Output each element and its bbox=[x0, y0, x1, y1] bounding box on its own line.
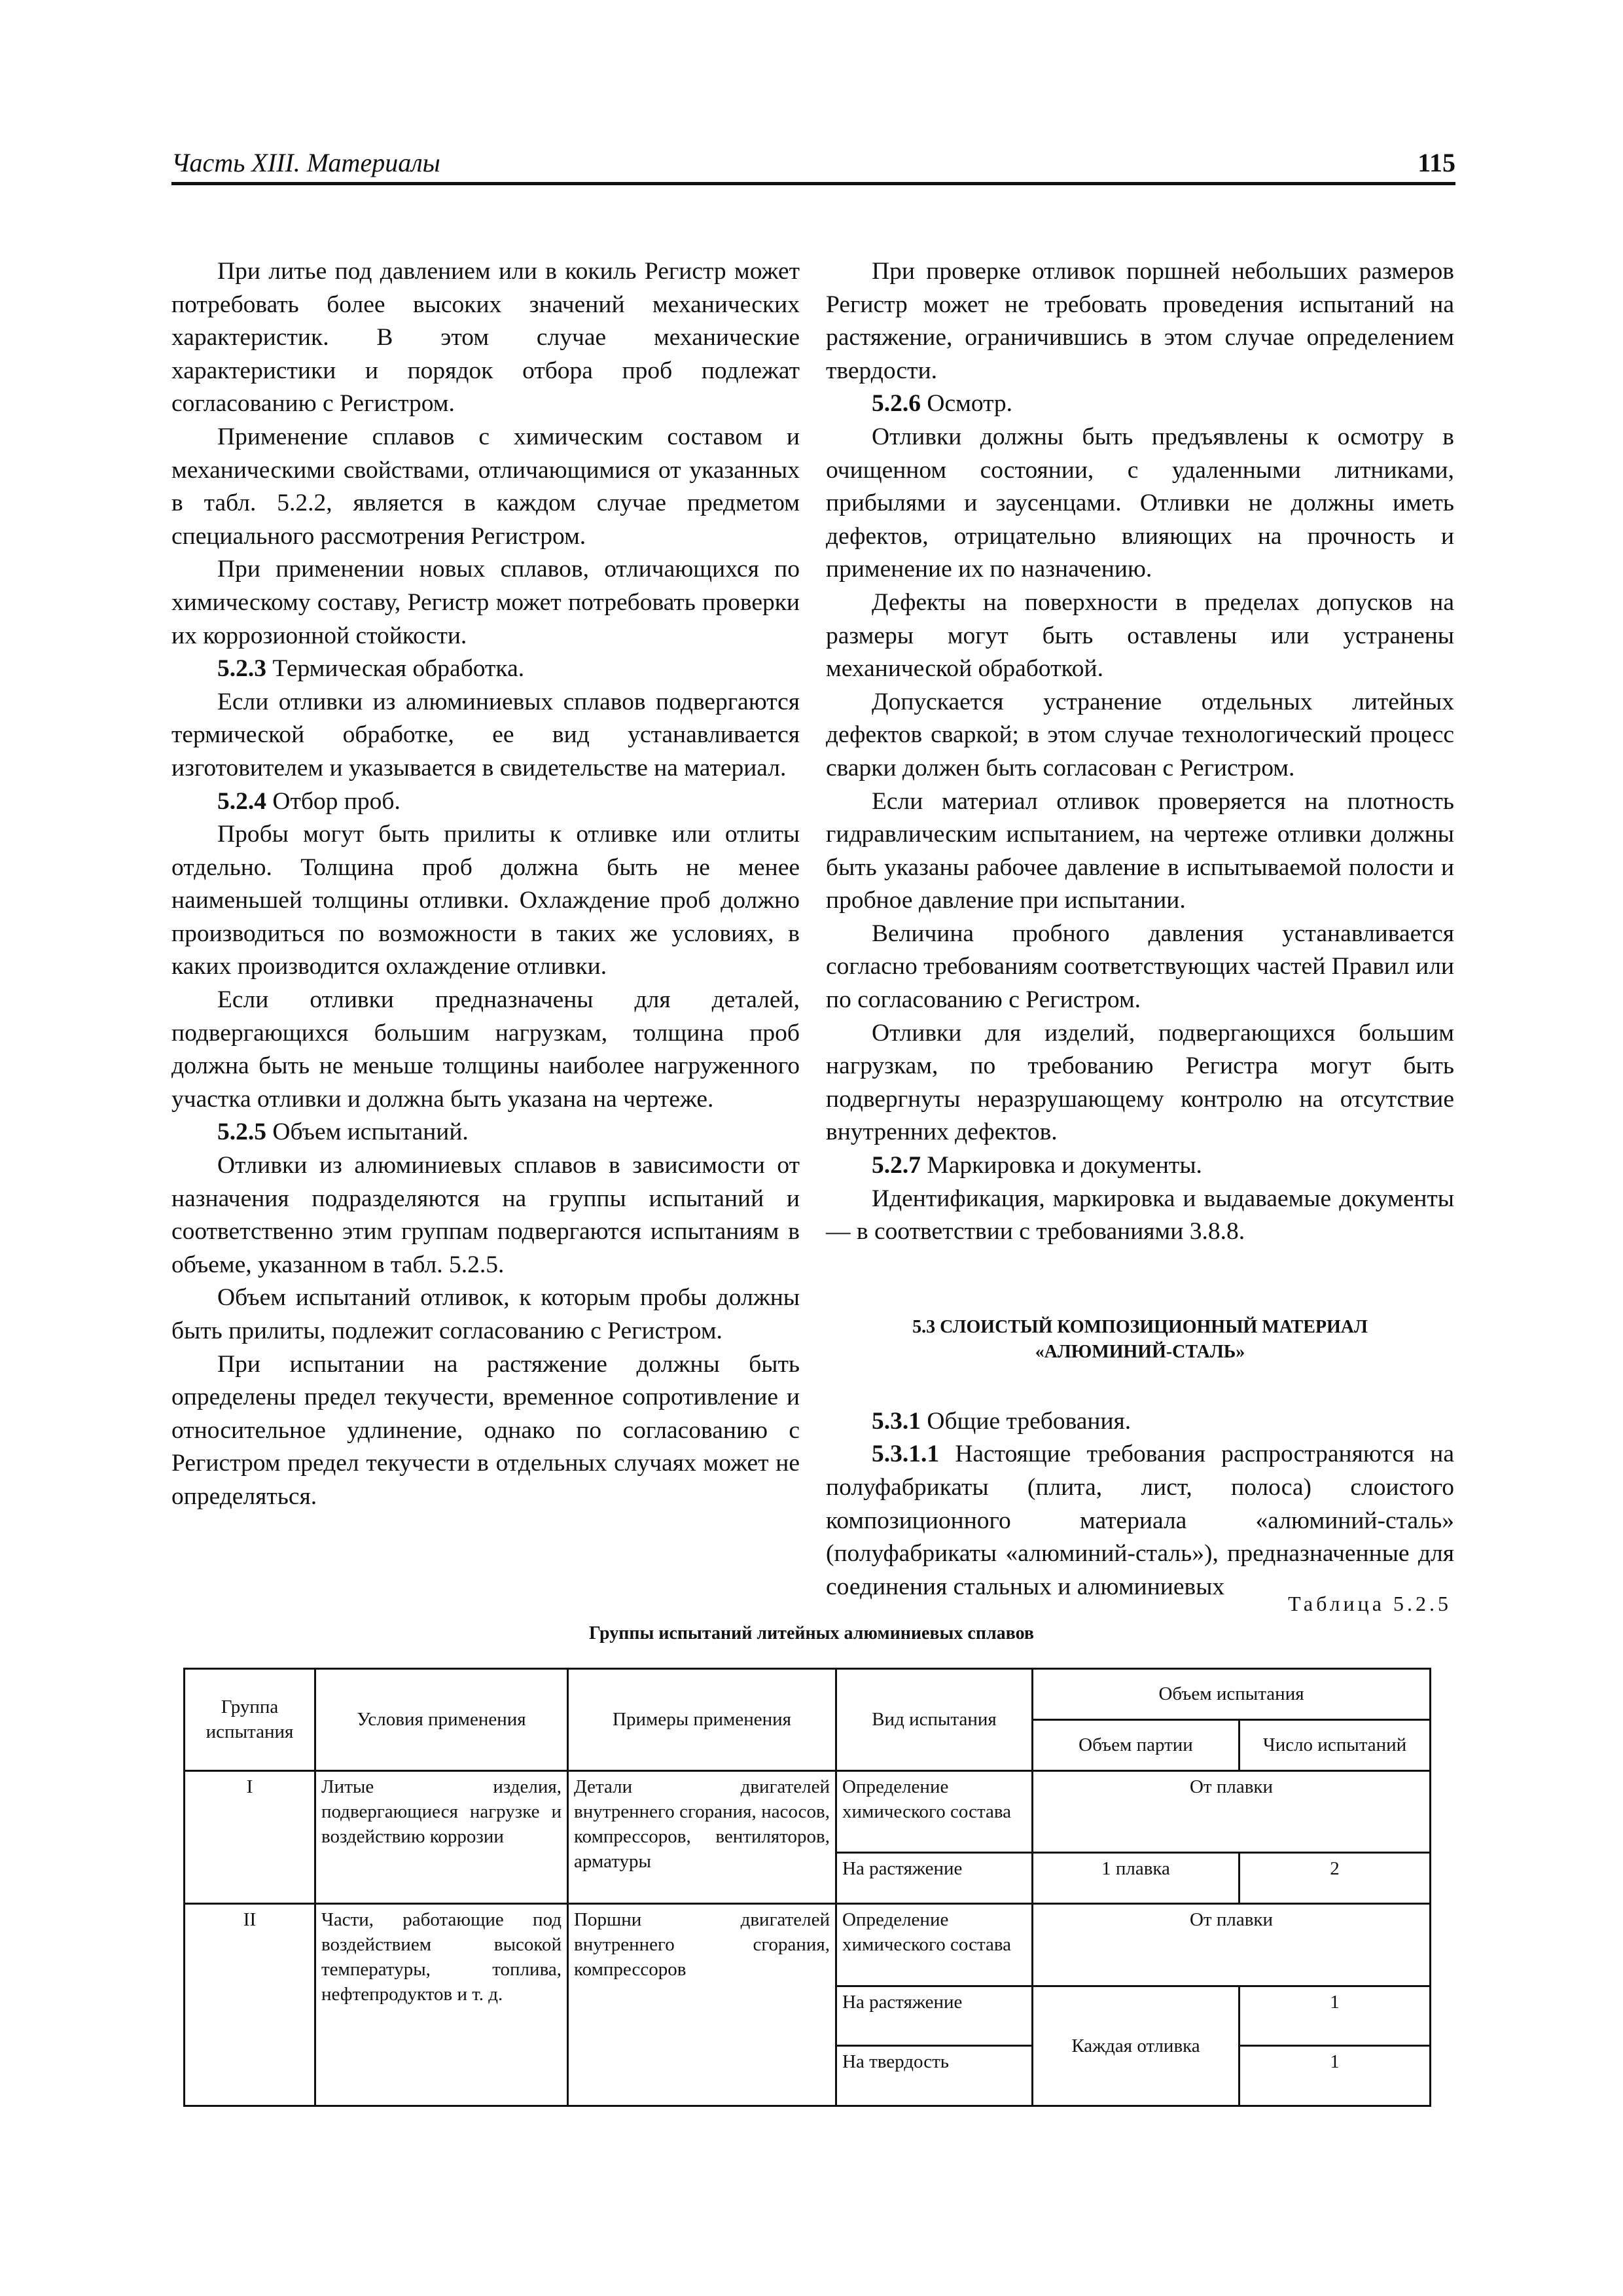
section-heading-line2: «АЛЮМИНИЙ-СТАЛЬ» bbox=[1035, 1341, 1245, 1362]
header-count: Число испытаний bbox=[1240, 1719, 1431, 1770]
paragraph bbox=[826, 785, 1454, 918]
group-1-test-chem: Определение химического состава bbox=[836, 1770, 1033, 1853]
group-1-examples: Детали двигателей внутреннего сгорания, насосов, компрессоров, вентиляторов, арматуры bbox=[568, 1770, 836, 1904]
right-column-paragraphs bbox=[826, 255, 1454, 1249]
running-title: Часть XIII. Материалы bbox=[171, 148, 440, 177]
paragraph-text: Допускается устранение отдельных литейных дефектов сваркой; в этом случае технологический процесс сварки должен быть согласован с Регистром. bbox=[826, 688, 1454, 781]
right-column-section-paragraphs bbox=[826, 1405, 1454, 1604]
group-1-chem-scope: От плавки bbox=[1033, 1770, 1431, 1853]
paragraph bbox=[171, 1282, 800, 1348]
test-groups-table bbox=[183, 1668, 1431, 2107]
paragraph bbox=[826, 1183, 1454, 1249]
clause-number: 5.2.7 bbox=[872, 1152, 921, 1179]
paragraph bbox=[826, 421, 1454, 586]
paragraph-text: Общие требования. bbox=[927, 1407, 1132, 1435]
header-test-type: Вид испытания bbox=[836, 1669, 1033, 1771]
table-label: Таблица 5.2.5 bbox=[1288, 1592, 1452, 1615]
paragraph-text: При литье под давлением или в кокиль Регистр может потребовать более высоких значений механических характеристик. В этом случае механические характеристики и порядок отбора проб подлежат согласованию с Регистром. bbox=[171, 258, 800, 418]
group-1-conditions: Литые изделия, подвергающиеся нагрузке и воздействию коррозии bbox=[315, 1770, 568, 1904]
paragraph-text: Настоящие требования распространяются на полуфабрикаты (плита, лист, полоса) слоистого композиционного материала «алюминий-сталь» (полуфабрикаты «алюминий-сталь»), предназначенные для соединения стальных и алюминиевых bbox=[826, 1441, 1455, 1600]
group-1-tensile-batch: 1 плавка bbox=[1033, 1853, 1240, 1904]
section-heading bbox=[826, 1315, 1454, 1365]
paragraph bbox=[826, 1405, 1454, 1439]
group-2-chem-scope: От плавки bbox=[1033, 1904, 1431, 1986]
group-2-test-chem: Определение химического состава bbox=[836, 1904, 1033, 1986]
paragraph bbox=[171, 1149, 800, 1282]
header-conditions: Условия применения bbox=[315, 1669, 568, 1771]
paragraph-text: Отбор проб. bbox=[272, 787, 401, 815]
paragraph bbox=[826, 255, 1454, 387]
paragraph-text: При проверке отливок поршней небольших размеров Регистр может не требовать проведения испытаний на растяжение, ограничившись в этом случае определением твердости. bbox=[826, 258, 1454, 384]
paragraph-text: Если отливки предназначены для деталей, подвергающихся большим нагрузкам, толщина проб должна быть не меньше толщины наиболее нагруженного участка отливки и должна быть указана на чертеже. bbox=[171, 986, 800, 1113]
paragraph-text: Величина пробного давления устанавливается согласно требованиям соответствующих частей Правил или по согласованию с Регистром. bbox=[826, 920, 1454, 1014]
paragraph-text: Отливки должны быть предъявлены к осмотру в очищенном состоянии, с удаленными литниками, прибылями и заусенцами. Отливки не должны иметь дефектов, отрицательно влияющих на прочность и применение их по назначению. bbox=[826, 423, 1454, 583]
paragraph-text: Если отливки из алюминиевых сплавов подвергаются термической обработке, ее вид устанавливается изготовителем и указывается в свидетельстве на материал. bbox=[171, 688, 800, 781]
paragraph bbox=[171, 553, 800, 653]
paragraph-text: Маркировка и документы. bbox=[927, 1152, 1202, 1179]
clause-number: 5.3.1.1 bbox=[872, 1441, 940, 1468]
paragraph bbox=[171, 421, 800, 553]
paragraph-text: При испытании на растяжение должны быть определены предел текучести, временное сопротивление и относительное удлинение, однако по согласованию с Регистром предел текучести в отдельных случаях может не определяться. bbox=[171, 1350, 800, 1510]
group-2-test-hardness: На твердость bbox=[836, 2046, 1033, 2106]
clause-number: 5.3.1 bbox=[872, 1407, 921, 1435]
header-batch: Объем партии bbox=[1033, 1719, 1240, 1770]
table-title: Группы испытаний литейных алюминиевых сплавов bbox=[588, 1623, 1035, 1643]
left-column bbox=[171, 255, 800, 1514]
paragraph-text: Если материал отливок проверяется на плотность гидравлическим испытанием, на чертеже отливки должны быть указаны рабочее давление в испытываемой полости и пробное давление при испытании. bbox=[826, 787, 1454, 914]
paragraph bbox=[826, 686, 1454, 785]
paragraph bbox=[171, 686, 800, 785]
paragraph-text: Применение сплавов с химическим составом и механическими свойствами, отличающимися от указанных в табл. 5.2.2, является в каждом случае предметом специального рассмотрения Регистром. bbox=[171, 423, 800, 550]
paragraph bbox=[171, 818, 800, 984]
group-1-tensile-count: 2 bbox=[1240, 1853, 1431, 1904]
paragraph-text: Пробы могут быть прилиты к отливке или отлиты отдельно. Толщина проб должна быть не менее наименьшей толщины отливки. Охлаждение проб должно производиться по возможности в таких же условиях, в каких производится охлаждение отливки. bbox=[171, 821, 800, 980]
paragraph bbox=[826, 586, 1454, 686]
paragraph bbox=[171, 255, 800, 421]
header-scope: Объем испытания bbox=[1033, 1669, 1431, 1720]
group-2-hardness-count: 1 bbox=[1240, 2046, 1431, 2106]
paragraph-text: При применении новых сплавов, отличающихся по химическому составу, Регистр может потребовать проверки их коррозионной стойкости. bbox=[171, 556, 800, 649]
header-group: Группа испытания bbox=[185, 1669, 315, 1771]
clause-number: 5.2.6 bbox=[872, 390, 921, 418]
right-column bbox=[826, 255, 1454, 1604]
paragraph bbox=[826, 918, 1454, 1017]
paragraph-text: Идентификация, маркировка и выдаваемые документы — в соответствии с требованиями 3.8.8. bbox=[826, 1185, 1454, 1246]
paragraph bbox=[826, 387, 1454, 421]
paragraph-text: Осмотр. bbox=[927, 390, 1013, 418]
paragraph-text: Отливки для изделий, подвергающихся большим нагрузкам, по требованию Регистра могут быть подвергнуты неразрушающему контролю на отсутствие внутренних дефектов. bbox=[826, 1019, 1454, 1146]
group-1-id: I bbox=[185, 1770, 315, 1904]
group-2-batch: Каждая отливка bbox=[1033, 1986, 1240, 2106]
paragraph bbox=[171, 1116, 800, 1149]
paragraph-text: Дефекты на поверхности в пределах допусков на размеры могут быть оставлены или устранены механической обработкой. bbox=[826, 588, 1454, 683]
paragraph bbox=[171, 785, 800, 819]
page-number: 115 bbox=[1418, 148, 1455, 177]
paragraph bbox=[826, 1438, 1454, 1604]
page-header bbox=[171, 145, 1455, 185]
paragraph-text: Объем испытаний отливок, к которым пробы должны быть прилиты, подлежит согласованию с Регистром. bbox=[171, 1284, 800, 1344]
group-2-examples: Поршни двигателей внутреннего сгорания, компрессоров bbox=[568, 1904, 836, 2106]
paragraph bbox=[171, 984, 800, 1116]
group-2-id: II bbox=[185, 1904, 315, 2106]
paragraph-text: Термическая обработка. bbox=[272, 655, 525, 683]
group-2-conditions: Части, работающие под воздействием высокой температуры, топлива, нефтепродуктов и т. д. bbox=[315, 1904, 568, 2106]
paragraph-text: Отливки из алюминиевых сплавов в зависимости от назначения подразделяются на группы испытаний и соответственно этим группам подвергаются испытаниям в объеме, указанном в табл. 5.2.5. bbox=[171, 1152, 800, 1278]
paragraph bbox=[826, 1017, 1454, 1149]
header-examples: Примеры применения bbox=[568, 1669, 836, 1771]
paragraph-text: Объем испытаний. bbox=[272, 1119, 469, 1146]
section-heading-line1: 5.3 СЛОИСТЫЙ КОМПОЗИЦИОННЫЙ МАТЕРИАЛ bbox=[912, 1316, 1368, 1337]
group-1-test-tensile: На растяжение bbox=[836, 1853, 1033, 1904]
clause-number: 5.2.4 bbox=[217, 787, 266, 815]
clause-number: 5.2.5 bbox=[217, 1119, 266, 1146]
paragraph bbox=[171, 653, 800, 686]
paragraph bbox=[171, 1348, 800, 1514]
group-2-test-tensile: На растяжение bbox=[836, 1986, 1033, 2046]
paragraph bbox=[826, 1149, 1454, 1183]
clause-number: 5.2.3 bbox=[217, 655, 266, 683]
group-2-tensile-count: 1 bbox=[1240, 1986, 1431, 2046]
